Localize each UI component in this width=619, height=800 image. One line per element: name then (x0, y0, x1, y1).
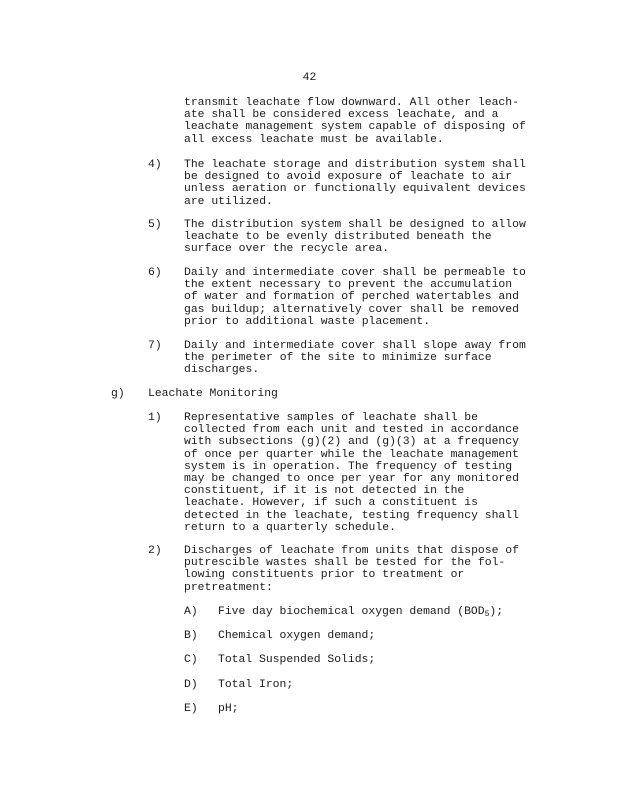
text-line: return to a quarterly schedule. (184, 521, 396, 534)
text-line: putrescible wastes shall be tested for the fol- (184, 557, 506, 570)
text-line: prior to additional waste placement. (184, 315, 431, 328)
sub-label-b: B) (184, 630, 198, 642)
text-line: discharges. (184, 364, 260, 377)
sub-label-e: E) (184, 703, 198, 715)
g-item-text-2 (184, 545, 519, 594)
item-label-4: 4) (148, 159, 162, 171)
text-line: surface over the recycle area. (184, 243, 390, 256)
text-line: ate shall be considered excess leachate, and a (184, 109, 499, 122)
sub-label-c: C) (184, 654, 198, 666)
item-label-7: 7) (148, 340, 162, 352)
sub-text-c: Total Suspended Solids; (218, 654, 376, 666)
text-line: transmit leachate flow downward. All other leach- (184, 97, 519, 109)
sub-text-a-main: Five day biochemical oxygen demand (BOD (218, 606, 485, 618)
item-text-7 (184, 340, 526, 377)
text-line: leachate management system capable of disposing of (184, 121, 526, 134)
sub-text-b: Chemical oxygen demand; (218, 630, 376, 642)
text-line: leachate. However, if such a constituent is (184, 497, 478, 510)
text-line: The leachate storage and distribution system shall (184, 159, 526, 171)
text-line: the extent necessary to prevent the accumulation (184, 279, 513, 292)
item-text-5 (184, 219, 526, 256)
item-label-6: 6) (148, 267, 162, 279)
text-line: unless aeration or functionally equivalent devices (184, 183, 526, 196)
text-line: of water and formation of perched watertables and (184, 291, 519, 304)
item-text-4 (184, 159, 526, 208)
section-title-g: Leachate Monitoring (148, 388, 278, 400)
text-line: constituent, if it is not detected in the (184, 485, 465, 498)
text-line: pretreatment: (184, 581, 273, 594)
text-line: Daily and intermediate cover shall be permeable to (184, 267, 526, 279)
text-line: leachate to be evenly distributed beneath the (184, 231, 492, 244)
text-line: all excess leachate must be available. (184, 133, 444, 146)
text-line: system is in operation. The frequency of testing (184, 460, 513, 473)
text-line: gas buildup; alternatively cover shall be removed (184, 303, 519, 316)
sub-text-a (218, 606, 503, 618)
text-line: Daily and intermediate cover shall slope away from (184, 340, 526, 352)
g-item-label-2: 2) (148, 545, 162, 557)
text-line: the perimeter of the site to minimize surface (184, 352, 492, 365)
text-line: collected from each unit and tested in accordance (184, 424, 519, 437)
text-line: with subsections (g)(2) and (g)(3) at a frequency (184, 436, 519, 449)
text-line: are utilized. (184, 195, 273, 208)
text-line: lowing constituents prior to treatment or (184, 569, 465, 582)
item-label-5: 5) (148, 219, 162, 231)
sub-text-d: Total Iron; (218, 679, 294, 691)
item-text-6 (184, 267, 526, 328)
g-item-label-1: 1) (148, 412, 162, 424)
sub-text-e: pH; (218, 703, 239, 715)
text-line: be designed to avoid exposure of leachate to air (184, 171, 513, 184)
g-item-text-1 (184, 412, 519, 534)
text-line: of once per quarter while the leachate management (184, 448, 519, 461)
continuation-paragraph (184, 97, 526, 146)
text-line: The distribution system shall be designed to allow (184, 219, 526, 231)
page-number: 42 (302, 72, 317, 84)
text-line: Representative samples of leachate shall be (184, 412, 478, 424)
sub-label-a: A) (184, 606, 198, 618)
sub-label-d: D) (184, 679, 198, 691)
text-line: Discharges of leachate from units that dispose of (184, 545, 519, 557)
section-label-g: g) (111, 388, 125, 400)
sub-text-a-subscript: 5 (484, 610, 490, 619)
text-line: may be changed to once per year for any monitored (184, 473, 519, 486)
text-line: detected in the leachate, testing frequency shall (184, 509, 519, 522)
sub-text-a-after: ); (489, 606, 504, 618)
